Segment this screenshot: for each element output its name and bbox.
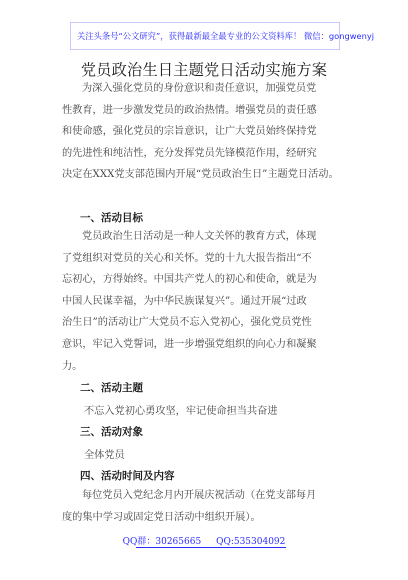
section-heading-schedule: 四、活动时间及内容: [80, 470, 175, 482]
goal-line: 忘初心，方得始终。中国共产党人的初心和使命，就是为: [62, 274, 317, 286]
goal-line: 中国人民谋幸福，为中华民族谋复兴”。通过开展“过政: [62, 295, 307, 307]
qq-text: QQ:535304092: [216, 537, 286, 547]
schedule-paragraph: [62, 485, 352, 528]
section-heading-theme: 二、活动主题: [80, 382, 143, 394]
footer-underline: [136, 547, 286, 548]
qq-group-text: QQ群：30265665: [122, 537, 202, 547]
goal-line: 意识，牢记入党誓词，进一步增强党组织的向心力和凝聚: [62, 338, 317, 350]
section-heading-audience: 三、活动对象: [80, 426, 143, 438]
intro-line: 决定在XXX党支部范围内开展“党员政治生日”主题党日活动。: [62, 169, 339, 181]
intro-line: 的先进性和纯洁性，充分发挥党员先锋模范作用，经研究: [62, 147, 317, 159]
intro-line: 性教育，进一步激发党员的政治热情。增强党员的责任感: [62, 104, 317, 116]
goal-line: 了党组织对党员的关心和关怀。党的十九大报告指出“不: [62, 252, 312, 264]
contact-footer: [0, 534, 408, 547]
promo-banner-text: 关注头条号“公文研究”，获得最新最全最专业的公文资料库！ 微信：gongwenyj: [77, 31, 375, 41]
promo-banner: [70, 22, 375, 50]
intro-line: 和使命感，强化党员的宗旨意识，让广大党员始终保持党: [62, 126, 317, 138]
schedule-line: 每位党员入党纪念月内开展庆祝活动（在党支部每月: [82, 490, 317, 501]
goal-line: 党员政治生日活动是一种人文关怀的教育方式，体现: [82, 231, 317, 242]
goal-paragraph: [62, 226, 352, 377]
document-title: 党员政治生日主题党日活动实施方案: [80, 61, 328, 79]
intro-paragraph: [62, 78, 352, 186]
goal-line: 治生日”的活动让广大党员不忘入党初心，强化党员党性: [62, 317, 312, 329]
theme-text: 不忘入党初心勇攻坚，牢记使命担当共奋进: [84, 406, 278, 417]
schedule-line: 度的集中学习或固定党日活动中组织开展）。: [62, 511, 261, 523]
intro-line: 为深入强化党员的身份意识和责任意识，加强党员党: [82, 83, 317, 94]
audience-text: 全体党员: [84, 450, 125, 461]
section-heading-goal: 一、活动目标: [80, 212, 143, 224]
goal-line: 力。: [62, 360, 83, 372]
